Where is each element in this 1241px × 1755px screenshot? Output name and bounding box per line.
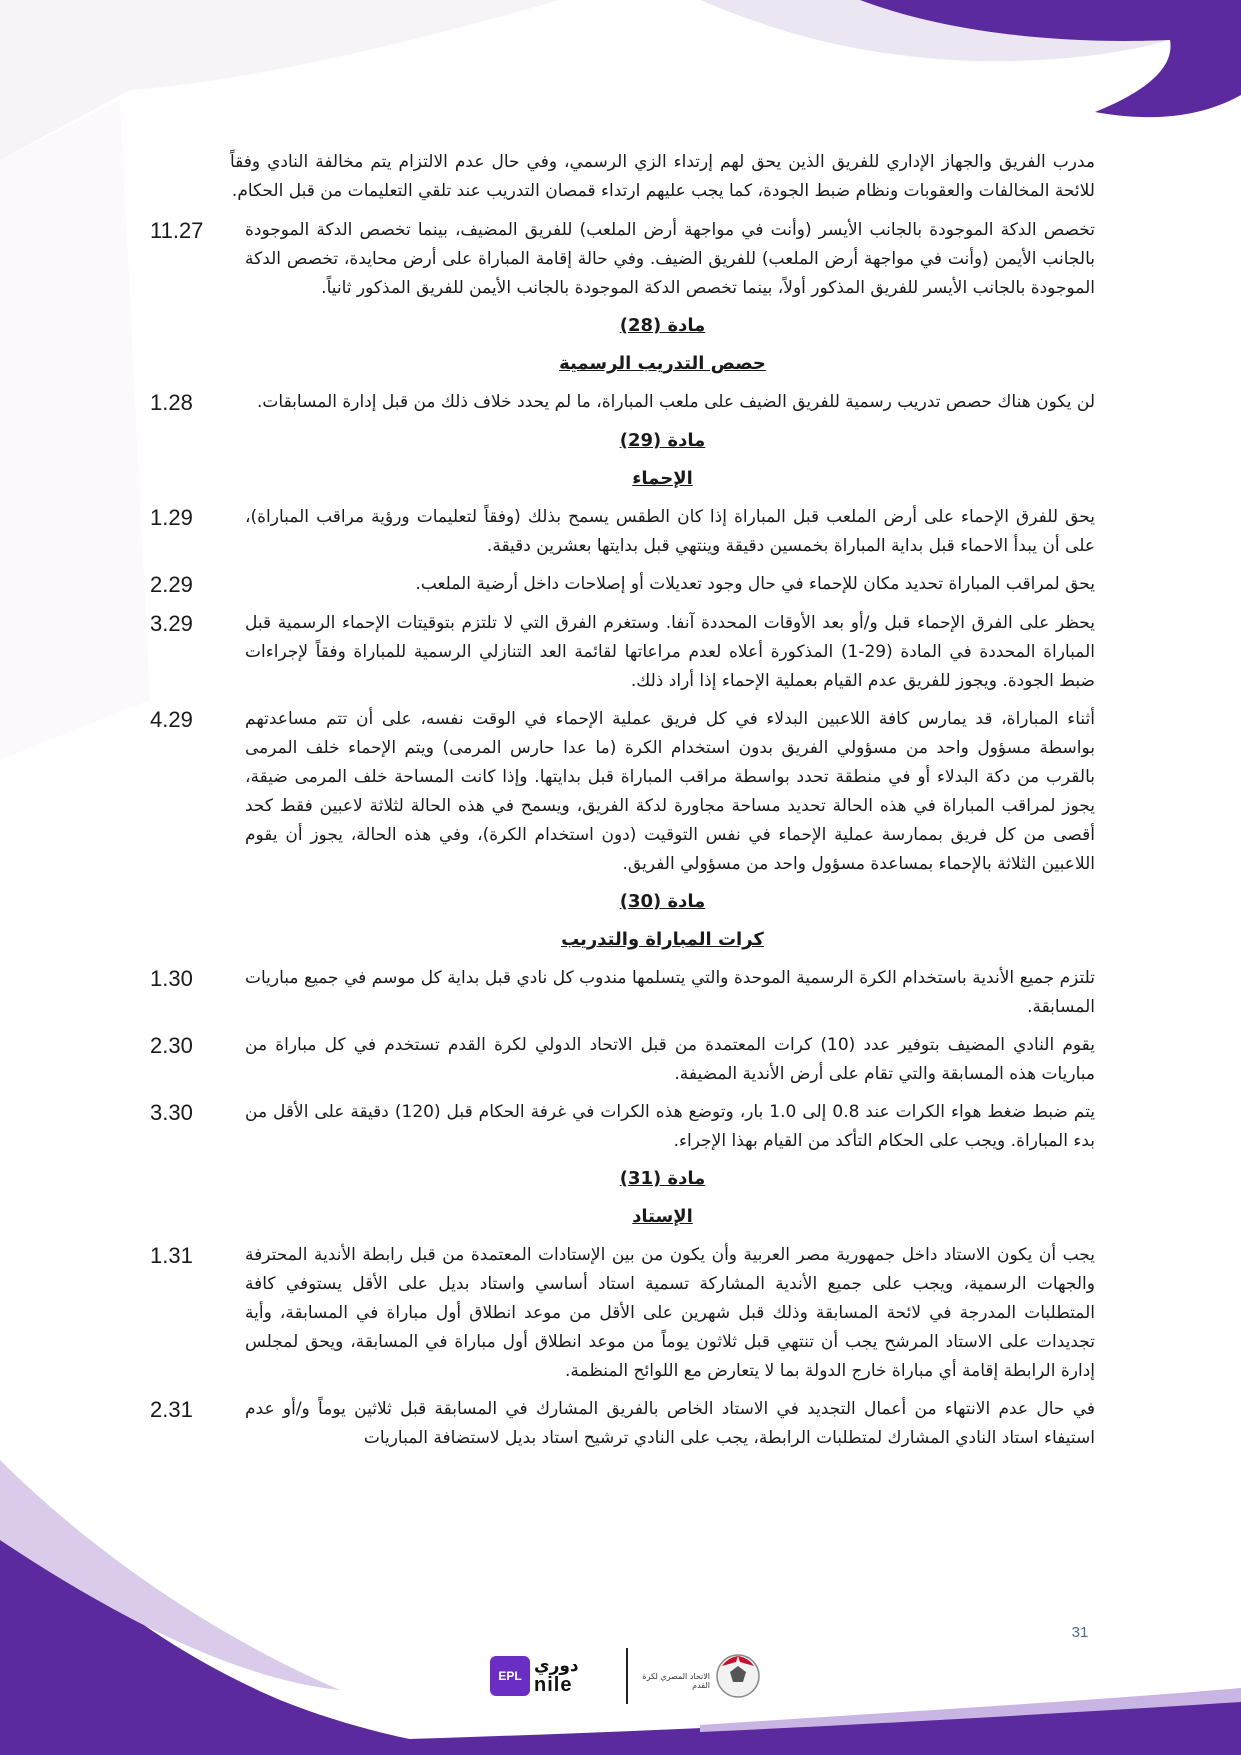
article-31-label: مادة (31) — [619, 1168, 706, 1189]
clause-text: يحق للفرق الإحماء على أرض الملعب قبل المباراة إذا كان الطقس يسمح بذلك (وفقاً لتعليمات ورؤية مراقب المباراة)، على أن يبدأ الاحماء قبل بداية المباراة بخمسين دقيقة وينتهي قبل بدايتها بعشرين دقيقة. — [245, 507, 1095, 556]
article-30-title: كرات المباراة والتدريب — [561, 929, 764, 950]
football-icon — [714, 1652, 762, 1700]
clause-text: يحظر على الفرق الإحماء قبل و/أو بعد الأوقات المحددة آنفا. وستغرم الفرق التي لا تلتزم بتوقيتات الإحماء الرسمية قبل المباراة المحددة في المادة (29-1) المذكورة أعلاه لعدم مراعاتها لقائمة العد التنازلي الرسمية للمباراة وفقاً لإجراءات ضبط الجودة. ويجوز للفريق عدم القيام بعملية الإحماء إذا أراد ذلك. — [245, 613, 1095, 691]
clause-number: 3.29 — [150, 611, 193, 636]
article-29-label: مادة (29) — [619, 430, 706, 451]
league-name-arabic: دوري — [534, 1656, 579, 1676]
league-name-english: nile — [534, 1674, 573, 1696]
clause-text: يقوم النادي المضيف بتوفير عدد (10) كرات المعتمدة من قبل الاتحاد الدولي لكرة القدم تستخدم في كل مباراة من مباريات هذه المسابقة والتي تقام على أرض الأندية المضيفة. — [245, 1035, 1096, 1084]
clause-number: 1.31 — [150, 1243, 193, 1268]
clause-text: أثناء المباراة، قد يمارس كافة اللاعبين البدلاء في كل فريق عملية الإحماء في الوقت نفسه، على أن تتم مساعدتهم بواسطة مسؤول واحد من مسؤولي الفريق بدون استخدام الكرة (ما عدا حارس المرمى) ويتم الإحماء خلف المرمى بالقرب من دكة البدلاء أو في منطقة تحدد بواسطة مراقب المباراة قبل بدايتها. وإذا كانت المساحة خلف المرمى ضيقة، يجوز لمراقب المباراة في هذه الحالة تحديد مساحة مجاورة لدكة الفريق، ويسمح في هذه الحالة لثلاثة لاعبين فقط كحد أقصى من كل فريق بممارسة عملية الإحماء في نفس التوقيت (دون استخدام الكرة)، وفي هذه الحالة، يجوز أن يقوم اللاعبين الثلاثة بالإحماء بمساعدة مسؤول واحد من مسؤولي الفريق. — [245, 709, 1095, 874]
nile-league-logo — [490, 1654, 620, 1698]
article-31-title: الإستاد — [632, 1206, 693, 1227]
clause-text: في حال عدم الانتهاء من أعمال التجديد في الاستاد الخاص بالفريق المشارك في المسابقة قبل ثلاثين يوماً و/أو عدم استيفاء استاد النادي المشارك لمتطلبات الرابطة، يجب على النادي ترشيح استاد بديل لاستضافة المباريات — [245, 1399, 1095, 1448]
clause-1-31 — [150, 1241, 1095, 1386]
clause-11-27 — [150, 216, 1095, 303]
clause-number: 1.28 — [150, 390, 193, 415]
clause-2-31 — [150, 1395, 1095, 1453]
clause-1-28 — [150, 388, 1095, 418]
clause-text: يجب أن يكون الاستاد داخل جمهورية مصر العربية وأن يكون من بين الإستادات المعتمدة من قبل رابطة الأندية المحترفة والجهات الرسمية، ويجب على جميع الأندية المشاركة تسمية استاد أساسي واستاد بديل على الأقل يستوفي كافة المتطلبات المدرجة في لائحة المسابقة وذلك قبل شهرين على الأقل من موعد انطلاق أول مباراة في المسابقة، وأية تجديدات على الاستاد المرشح يجب أن تنتهي قبل ثلاثون يوماً من موعد انطلاق أول مباراة في المسابقة، ويحق لمجلس إدارة الرابطة إقامة أي مباراة خارج الدولة بما لا يتعارض مع اللوائح المنظمة. — [245, 1245, 1095, 1381]
clause-2-29 — [150, 570, 1095, 600]
clause-number: 2.29 — [150, 572, 193, 597]
article-30-label: مادة (30) — [619, 891, 706, 912]
article-28-label: مادة (28) — [619, 315, 706, 336]
clause-1-29 — [150, 503, 1095, 561]
logo-divider — [626, 1648, 628, 1704]
document-body — [150, 148, 1095, 1462]
clause-text: يحق لمراقب المباراة تحديد مكان للإحماء في حال وجود تعديلات أو إصلاحات داخل أرضية الملعب. — [415, 574, 1095, 594]
article-29-title: الإحماء — [632, 468, 693, 489]
clause-2-30 — [150, 1031, 1095, 1089]
article-28-title: حصص التدريب الرسمية — [559, 353, 766, 374]
clause-number: 2.30 — [150, 1033, 193, 1058]
clause-text: تخصص الدكة الموجودة بالجانب الأيسر (وأنت في مواجهة أرض الملعب) للفريق المضيف، بينما تخصص الدكة الموجودة بالجانب الأيمن (وأنت في مواجهة أرض الملعب) للفريق الضيف. وفي حالة إقامة المباراة على أرض محايدة، تخصص الدكة الموجودة بالجانب الأيسر للفريق المذكور أولاً، بينما تخصص الدكة الموجودة بالجانب الأيمن للفريق المذكور ثانياً. — [245, 220, 1095, 298]
league-wordmark — [534, 1657, 579, 1695]
epl-badge: EPL — [490, 1656, 530, 1696]
page-number: 31 — [1071, 1624, 1089, 1641]
clause-3-29 — [150, 609, 1095, 696]
clause-3-30 — [150, 1098, 1095, 1156]
clause-text: تلتزم جميع الأندية باستخدام الكرة الرسمية الموحدة والتي يتسلمها مندوب كل نادي قبل بداية كل موسم في جميع مباريات المسابقة. — [245, 968, 1095, 1017]
clause-number: 11.27 — [150, 218, 204, 243]
clause-1-30 — [150, 964, 1095, 1022]
clause-number: 2.31 — [150, 1397, 193, 1422]
clause-number: 1.29 — [150, 505, 193, 530]
clause-number: 4.29 — [150, 707, 193, 732]
efa-logo — [640, 1646, 760, 1704]
footer-logos — [480, 1640, 770, 1706]
clause-number: 3.30 — [150, 1100, 193, 1125]
clause-4-29 — [150, 705, 1095, 879]
efa-logo-text: الاتحاد المصري لكرة القدم — [642, 1672, 710, 1690]
left-faint-shape — [0, 100, 150, 760]
intro-paragraph: مدرب الفريق والجهاز الإداري للفريق الذين يحق لهم إرتداء الزي الرسمي، وفي حال عدم الالتزام يتم مخالفة النادي وفقاً للائحة المخالفات والعقوبات ونظام ضبط الجودة، كما يجب عليهم ارتداء قمصان التدريب عند تلقي التعليمات من قبل الحكام. — [230, 152, 1095, 201]
clause-text: لن يكون هناك حصص تدريب رسمية للفريق الضيف على ملعب المباراة، ما لم يحدد خلاف ذلك من قبل إدارة المسابقات. — [257, 392, 1095, 412]
clause-number: 1.30 — [150, 966, 193, 991]
clause-text: يتم ضبط ضغط هواء الكرات عند 0.8 إلى 1.0 بار، وتوضع هذه الكرات في غرفة الحكام قبل (120) دقيقة على الأقل من بدء المباراة. ويجب على الحكام التأكد من القيام بهذا الإجراء. — [245, 1102, 1095, 1151]
